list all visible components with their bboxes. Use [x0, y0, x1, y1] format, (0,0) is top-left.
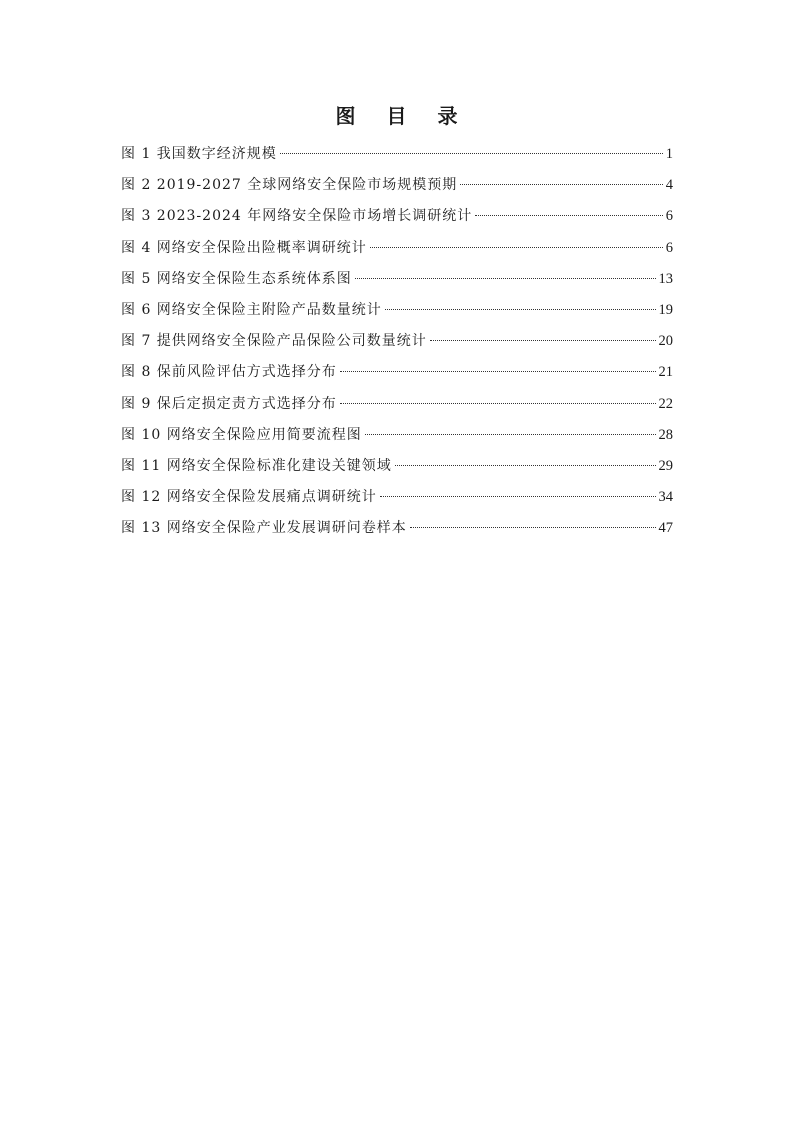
list-item[interactable] — [121, 423, 673, 454]
dot-leader — [385, 309, 656, 310]
dot-leader — [340, 403, 656, 404]
page-number: 29 — [658, 457, 673, 474]
figure-entry-label: 图 9 保后定损定责方式选择分布 — [121, 395, 337, 412]
list-item[interactable] — [121, 267, 673, 298]
list-item[interactable] — [121, 454, 673, 485]
dot-leader — [430, 340, 656, 341]
page-number: 20 — [658, 333, 673, 350]
dot-leader — [380, 496, 656, 497]
list-item[interactable] — [121, 204, 673, 235]
figure-entry-label: 图 1 我国数字经济规模 — [121, 146, 277, 162]
dot-leader — [460, 184, 663, 185]
page-number: 47 — [658, 520, 673, 537]
list-item[interactable] — [121, 173, 673, 204]
figure-entry-label: 图 12 网络安全保险发展痛点调研统计 — [121, 489, 377, 506]
page-title: 图 目 录 — [335, 104, 470, 128]
list-item[interactable] — [121, 236, 673, 267]
list-item[interactable] — [121, 392, 673, 423]
figure-entry-label: 图 8 保前风险评估方式选择分布 — [121, 364, 337, 381]
page-number: 21 — [658, 364, 673, 381]
page-number: 34 — [658, 489, 673, 506]
figure-entry-label: 图 6 网络安全保险主附险产品数量统计 — [121, 301, 382, 318]
page-number: 22 — [658, 395, 673, 412]
page-number: 1 — [665, 146, 673, 162]
figure-entry-label: 图 3 2023-2024 年网络安全保险市场增长调研统计 — [121, 208, 473, 225]
page-number: 6 — [665, 208, 673, 225]
list-item[interactable] — [121, 298, 673, 329]
dot-leader — [410, 527, 656, 528]
list-item[interactable] — [121, 360, 673, 391]
figure-entry-label: 图 13 网络安全保险产业发展调研问卷样本 — [121, 520, 407, 537]
page-number: 13 — [658, 270, 673, 287]
page-number: 4 — [665, 177, 673, 194]
page-number: 19 — [658, 301, 673, 318]
page-number: 6 — [665, 239, 673, 256]
dot-leader — [280, 153, 663, 154]
page-number: 28 — [658, 426, 673, 443]
dot-leader — [370, 247, 663, 248]
dot-leader — [355, 278, 656, 279]
dot-leader — [340, 371, 656, 372]
list-item[interactable] — [121, 329, 673, 360]
figure-entry-label: 图 4 网络安全保险出险概率调研统计 — [121, 239, 367, 256]
list-item[interactable] — [121, 142, 673, 173]
figure-entry-label: 图 10 网络安全保险应用简要流程图 — [121, 426, 362, 443]
figure-entry-label: 图 2 2019-2027 全球网络安全保险市场规模预期 — [121, 177, 458, 194]
dot-leader — [365, 434, 656, 435]
figure-entry-label: 图 5 网络安全保险生态系统体系图 — [121, 270, 352, 287]
figure-entry-label: 图 11 网络安全保险标准化建设关键领域 — [121, 457, 392, 474]
figure-list — [121, 142, 673, 547]
figure-entry-label: 图 7 提供网络安全保险产品保险公司数量统计 — [121, 333, 427, 350]
list-item[interactable] — [121, 485, 673, 516]
list-item[interactable] — [121, 516, 673, 547]
dot-leader — [395, 465, 656, 466]
dot-leader — [475, 215, 663, 216]
